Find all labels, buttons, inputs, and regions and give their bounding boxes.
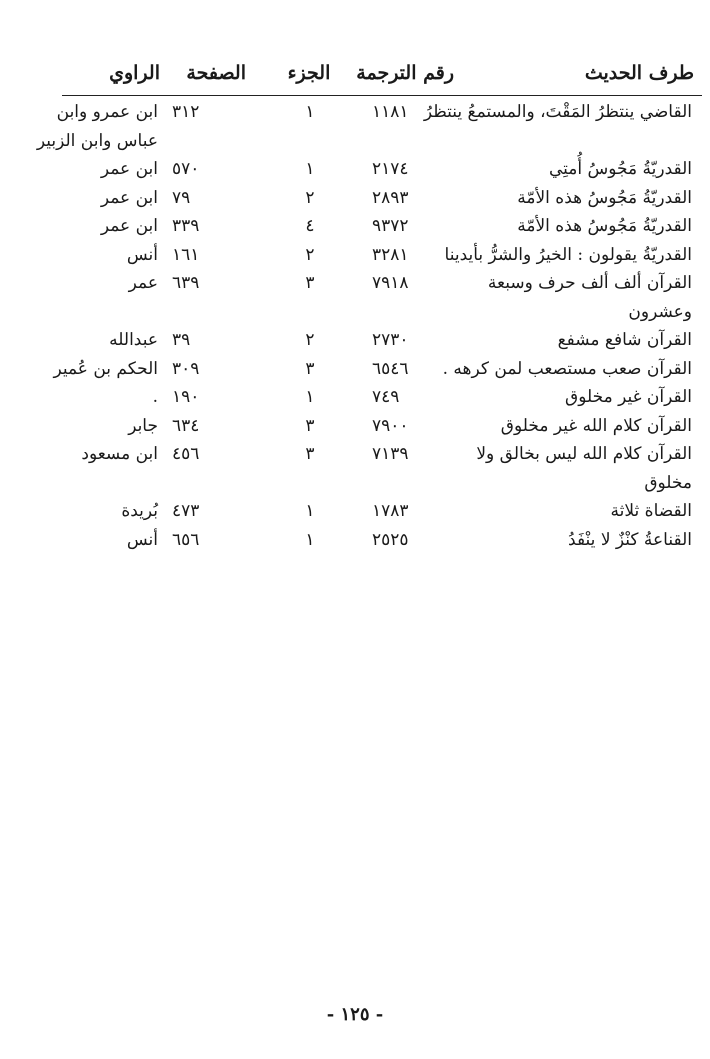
page-cell: ٣٣٩	[172, 216, 200, 236]
volume-cell: ٣	[305, 415, 315, 436]
number-cell: ٢٨٩٣	[372, 187, 409, 208]
table-row	[62, 184, 702, 213]
page-cell: ٤٧٣	[172, 501, 200, 521]
table-row	[36, 98, 702, 155]
number-cell: ٩٣٧٢	[372, 216, 409, 236]
hadith-cell: القرآن صعب مستصعب لمن كرهه .	[442, 358, 692, 379]
narrator-cell: عبدالله	[109, 330, 158, 350]
page-cell: ٤٥٦	[172, 444, 200, 464]
number-cell: ٧١٣٩	[372, 444, 409, 464]
table-body	[36, 98, 702, 554]
table-row	[62, 412, 702, 441]
hadith-cell: القرآن غير مخلوق	[565, 387, 692, 407]
table-row	[62, 526, 702, 555]
number-cell: ٢٧٣٠	[372, 330, 409, 350]
page-cell: ٦٣٤	[172, 415, 200, 436]
number-cell: ٢١٧٤	[372, 159, 409, 179]
volume-cell: ٤	[305, 216, 315, 236]
table-row	[53, 355, 702, 384]
narrator-cell: عمر	[128, 273, 158, 293]
number-cell: ١١٨١	[372, 102, 409, 122]
page-cell: ٥٧٠	[172, 159, 200, 179]
header-volume: الجزء	[287, 62, 331, 84]
volume-cell: ١	[305, 501, 315, 521]
table-row	[62, 155, 702, 184]
hadith-cell: القضاة ثلاثة	[610, 501, 692, 521]
table-row	[62, 269, 702, 326]
hadith-cell: القرآن شافع مشفع	[557, 330, 692, 350]
page-cell: ٧٩	[172, 187, 191, 208]
hadith-cell: القناعةُ كنْزٌ لا ينْفَدُ	[568, 529, 692, 550]
narrator-cell: ابن مسعود	[81, 444, 158, 464]
number-cell: ٢٥٢٥	[372, 529, 409, 550]
volume-cell: ٣	[305, 358, 315, 379]
page-cell: ١٩٠	[172, 387, 200, 407]
hadith-cell: القدريّةُ يقولون : الخيرُ والشرُّ بأيدينا	[444, 244, 692, 265]
page-cell: ٣١٢	[172, 102, 200, 122]
hadith-cell: القرآن ألف ألف حرف وسبعة	[487, 273, 692, 293]
number-cell: ٧٩١٨	[372, 273, 409, 293]
narrator-cell: بُريدة	[121, 501, 158, 521]
narrator-cell-continuation: عباس وابن الزبير	[36, 130, 158, 151]
table-row	[62, 440, 702, 497]
volume-cell: ١	[305, 529, 315, 550]
volume-cell: ٣	[305, 273, 315, 293]
narrator-cell: ابن عمر	[100, 216, 158, 236]
narrator-cell: أنس	[126, 244, 158, 265]
hadith-cell: القدريّةُ مَجُوسُ أُمتِي	[548, 159, 692, 179]
header-narrator: الراوي	[109, 62, 160, 84]
volume-cell: ٢	[305, 330, 315, 350]
table-row	[62, 497, 702, 526]
volume-cell: ٣	[305, 444, 315, 464]
narrator-cell: ابن عمرو وابن	[56, 102, 158, 122]
header-hadith: طرف الحديث	[584, 62, 694, 84]
table-row	[62, 326, 702, 355]
number-cell: ١٧٨٣	[372, 501, 409, 521]
volume-cell: ١	[305, 159, 315, 179]
number-cell: ٧٤٩	[372, 387, 400, 407]
narrator-cell: ابن عمر	[100, 187, 158, 208]
page-cell: ١٦١	[172, 244, 200, 265]
page-number: - ١٢٥ -	[326, 1004, 384, 1025]
header-number: رقم الترجمة	[356, 62, 454, 84]
narrator-cell: الحكم بن عُمير	[53, 358, 158, 379]
hadith-cell-continuation: وعشرون	[628, 301, 692, 322]
volume-cell: ٢	[305, 187, 315, 208]
number-cell: ٧٩٠٠	[372, 415, 409, 436]
hadith-cell: القاضي ينتظرُ المَقْتَ، والمستمعُ ينتظرُ	[423, 102, 692, 122]
hadith-cell: القدريّةُ مَجُوسُ هذه الأمّة	[517, 187, 692, 208]
narrator-cell: ابن عمر	[100, 159, 158, 179]
table-row	[62, 383, 702, 412]
hadith-cell: القرآن كلام الله غير مخلوق	[500, 415, 692, 436]
page-cell: ٦٣٩	[172, 273, 200, 293]
narrator-cell: .	[152, 387, 158, 407]
header-page: الصفحة	[186, 62, 246, 84]
page-cell: ٦٥٦	[172, 529, 200, 550]
table-header	[62, 58, 702, 94]
table-row	[62, 241, 702, 270]
table-row	[62, 212, 702, 241]
header-rule	[62, 95, 702, 96]
narrator-cell: جابر	[128, 415, 158, 436]
number-cell: ٣٢٨١	[372, 244, 409, 265]
page-cell: ٣٠٩	[172, 358, 200, 379]
hadith-cell: القرآن كلام الله ليس بخالق ولا	[476, 444, 692, 464]
narrator-cell: أنس	[126, 529, 158, 550]
hadith-cell-continuation: مخلوق	[644, 472, 692, 493]
volume-cell: ٢	[305, 244, 315, 265]
hadith-cell: القدريّةُ مَجُوسُ هذه الأمّة	[517, 216, 692, 236]
page-cell: ٣٩	[172, 330, 191, 350]
number-cell: ٦٥٤٦	[372, 358, 409, 379]
volume-cell: ١	[305, 102, 315, 122]
volume-cell: ١	[305, 387, 315, 407]
